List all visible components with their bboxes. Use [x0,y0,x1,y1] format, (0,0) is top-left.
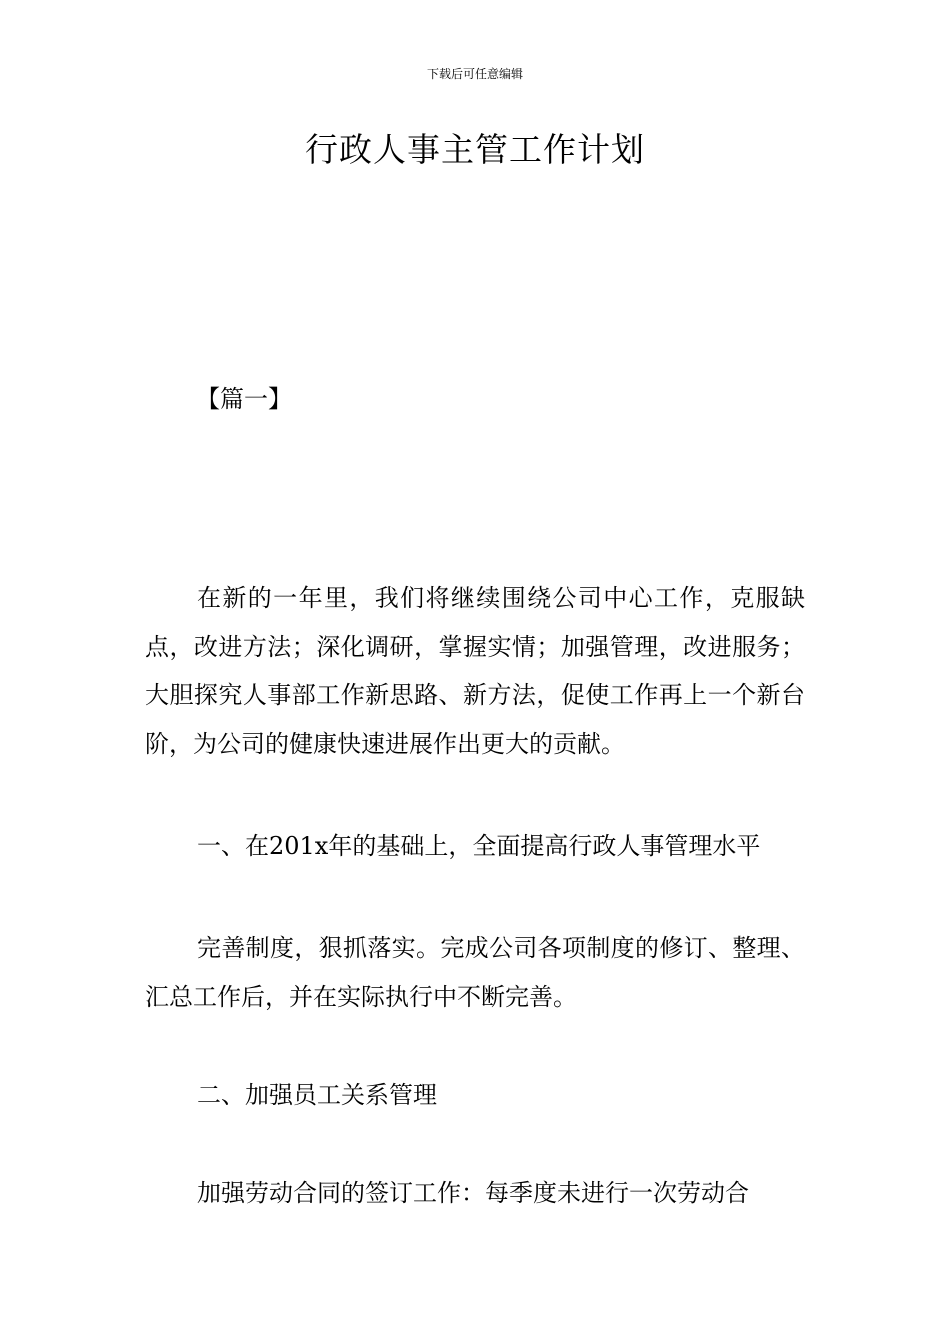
section-heading-2: 二、加强员工关系管理 [197,1081,437,1109]
section-label: 【篇一】 [196,385,292,413]
section-heading-1: 一、在201x年的基础上，全面提高行政人事管理水平 [197,832,761,860]
body-paragraph-1: 完善制度，狠抓落实。完成公司各项制度的修订、整理、汇总工作后，并在实际执行中不断完善。 [145,934,805,1011]
header-note: 下载后可任意编辑 [426,67,523,81]
document-title: 行政人事主管工作计划 [305,130,645,169]
body-paragraph-2: 加强劳动合同的签订工作：每季度未进行一次劳动合 [197,1179,749,1207]
intro-paragraph: 在新的一年里，我们将继续围绕公司中心工作，克服缺点，改进方法；深化调研，掌握实情；加强管理，改进服务；大胆探究人事部工作新思路、新方法，促使工作再上一个新台阶，为公司的健康快速进展作出更大的贡献。 [145,584,805,758]
